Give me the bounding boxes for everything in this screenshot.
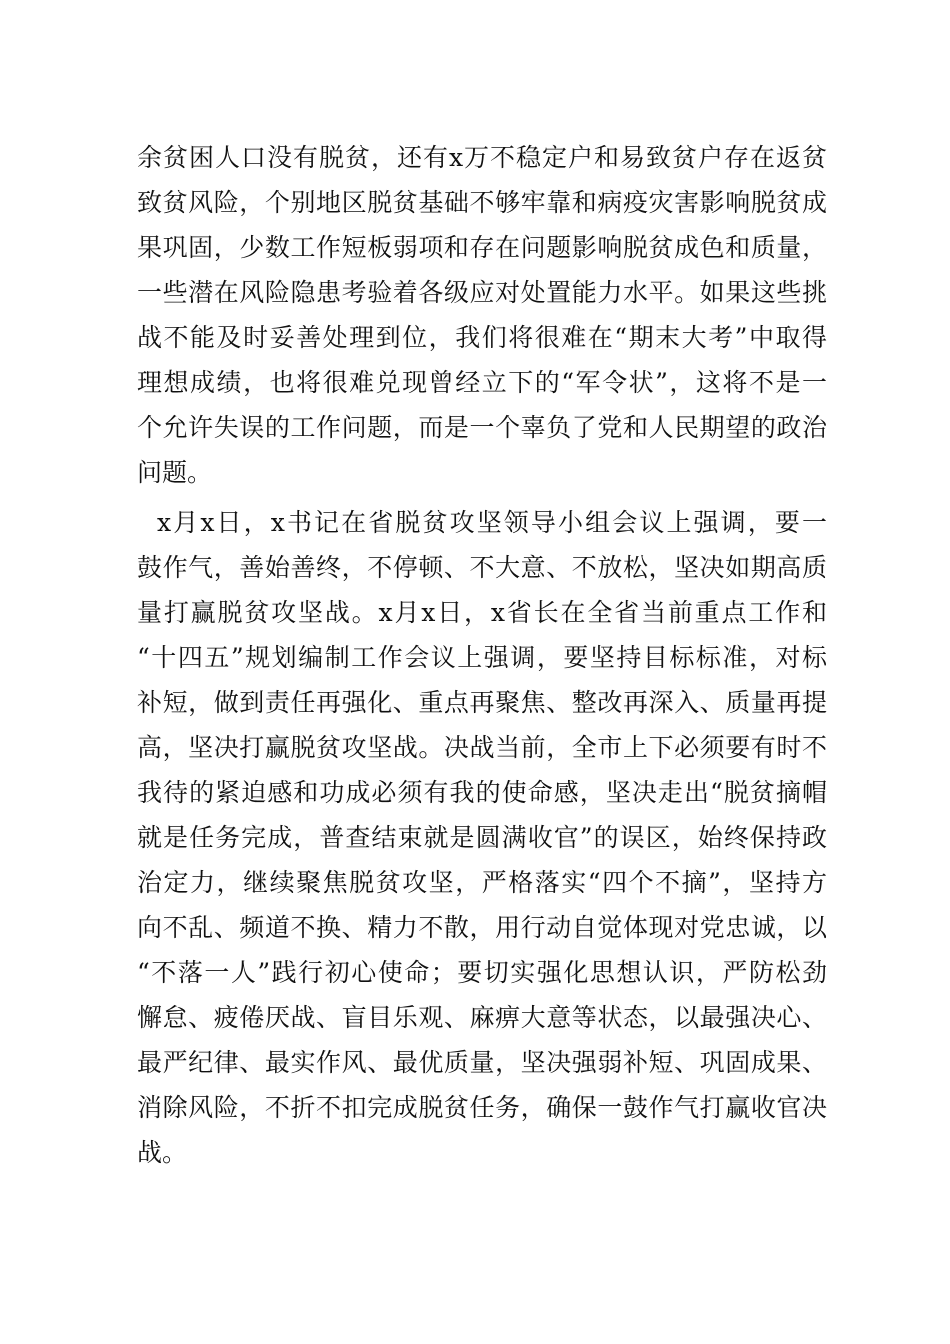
paragraph-2-line-4: “十四五”规划编制工作会议上强调，要坚持目标标准，对标 [137,643,827,672]
paragraph-2-line-12: 懈怠、疲倦厌战、盲目乐观、麻痹大意等状态，以最强决心、 [137,1003,827,1032]
paragraph-2-line-11: “不落一人”践行初心使命；要切实强化思想认识，严防松劲 [137,958,827,987]
paragraph-2-line-9: 治定力，继续聚焦脱贫攻坚，严格落实“四个不摘”，坚持方 [137,868,827,897]
paragraph-1-line-7: 个允许失误的工作问题，而是一个辜负了党和人民期望的政治 [137,413,827,442]
paragraph-2-line-15: 战。 [137,1138,188,1167]
paragraph-1-line-5: 战不能及时妥善处理到位，我们将很难在“期末大考”中取得 [137,323,827,352]
paragraph-2-line-8: 就是任务完成，普查结束就是圆满收官”的误区，始终保持政 [137,823,827,852]
paragraph-2-line-1: x月x日，x书记在省脱贫攻坚领导小组会议上强调，要一 [157,508,827,537]
paragraph-2-line-5: 补短，做到责任再强化、重点再聚焦、整改再深入、质量再提 [137,688,827,717]
paragraph-1-line-8: 问题。 [137,458,213,487]
paragraph-2-line-2: 鼓作气，善始善终，不停顿、不大意、不放松，坚决如期高质 [137,553,827,582]
paragraph-2-line-14: 消除风险，不折不扣完成脱贫任务，确保一鼓作气打赢收官决 [137,1093,827,1122]
paragraph-1-line-1: 余贫困人口没有脱贫，还有x万不稳定户和易致贫户存在返贫 [137,143,827,172]
paragraph-1-line-2: 致贫风险，个别地区脱贫基础不够牢靠和病疫灾害影响脱贫成 [137,188,827,217]
paragraph-2-line-10: 向不乱、频道不换、精力不散，用行动自觉体现对党忠诚，以 [137,913,827,942]
paragraph-1-line-3: 果巩固，少数工作短板弱项和存在问题影响脱贫成色和质量， [137,233,827,262]
paragraph-2-line-13: 最严纪律、最实作风、最优质量，坚决强弱补短、巩固成果、 [137,1048,827,1077]
paragraph-2-line-7: 我待的紧迫感和功成必须有我的使命感，坚决走出“脱贫摘帽 [137,778,827,807]
paragraph-1-line-6: 理想成绩，也将很难兑现曾经立下的“军令状”，这将不是一 [137,368,827,397]
paragraph-2-line-6: 高，坚决打赢脱贫攻坚战。决战当前，全市上下必须要有时不 [137,733,827,762]
paragraph-2-line-3: 量打赢脱贫攻坚战。x月x日，x省长在全省当前重点工作和 [137,598,827,627]
paragraph-1-line-4: 一些潜在风险隐患考验着各级应对处置能力水平。如果这些挑 [137,278,827,307]
